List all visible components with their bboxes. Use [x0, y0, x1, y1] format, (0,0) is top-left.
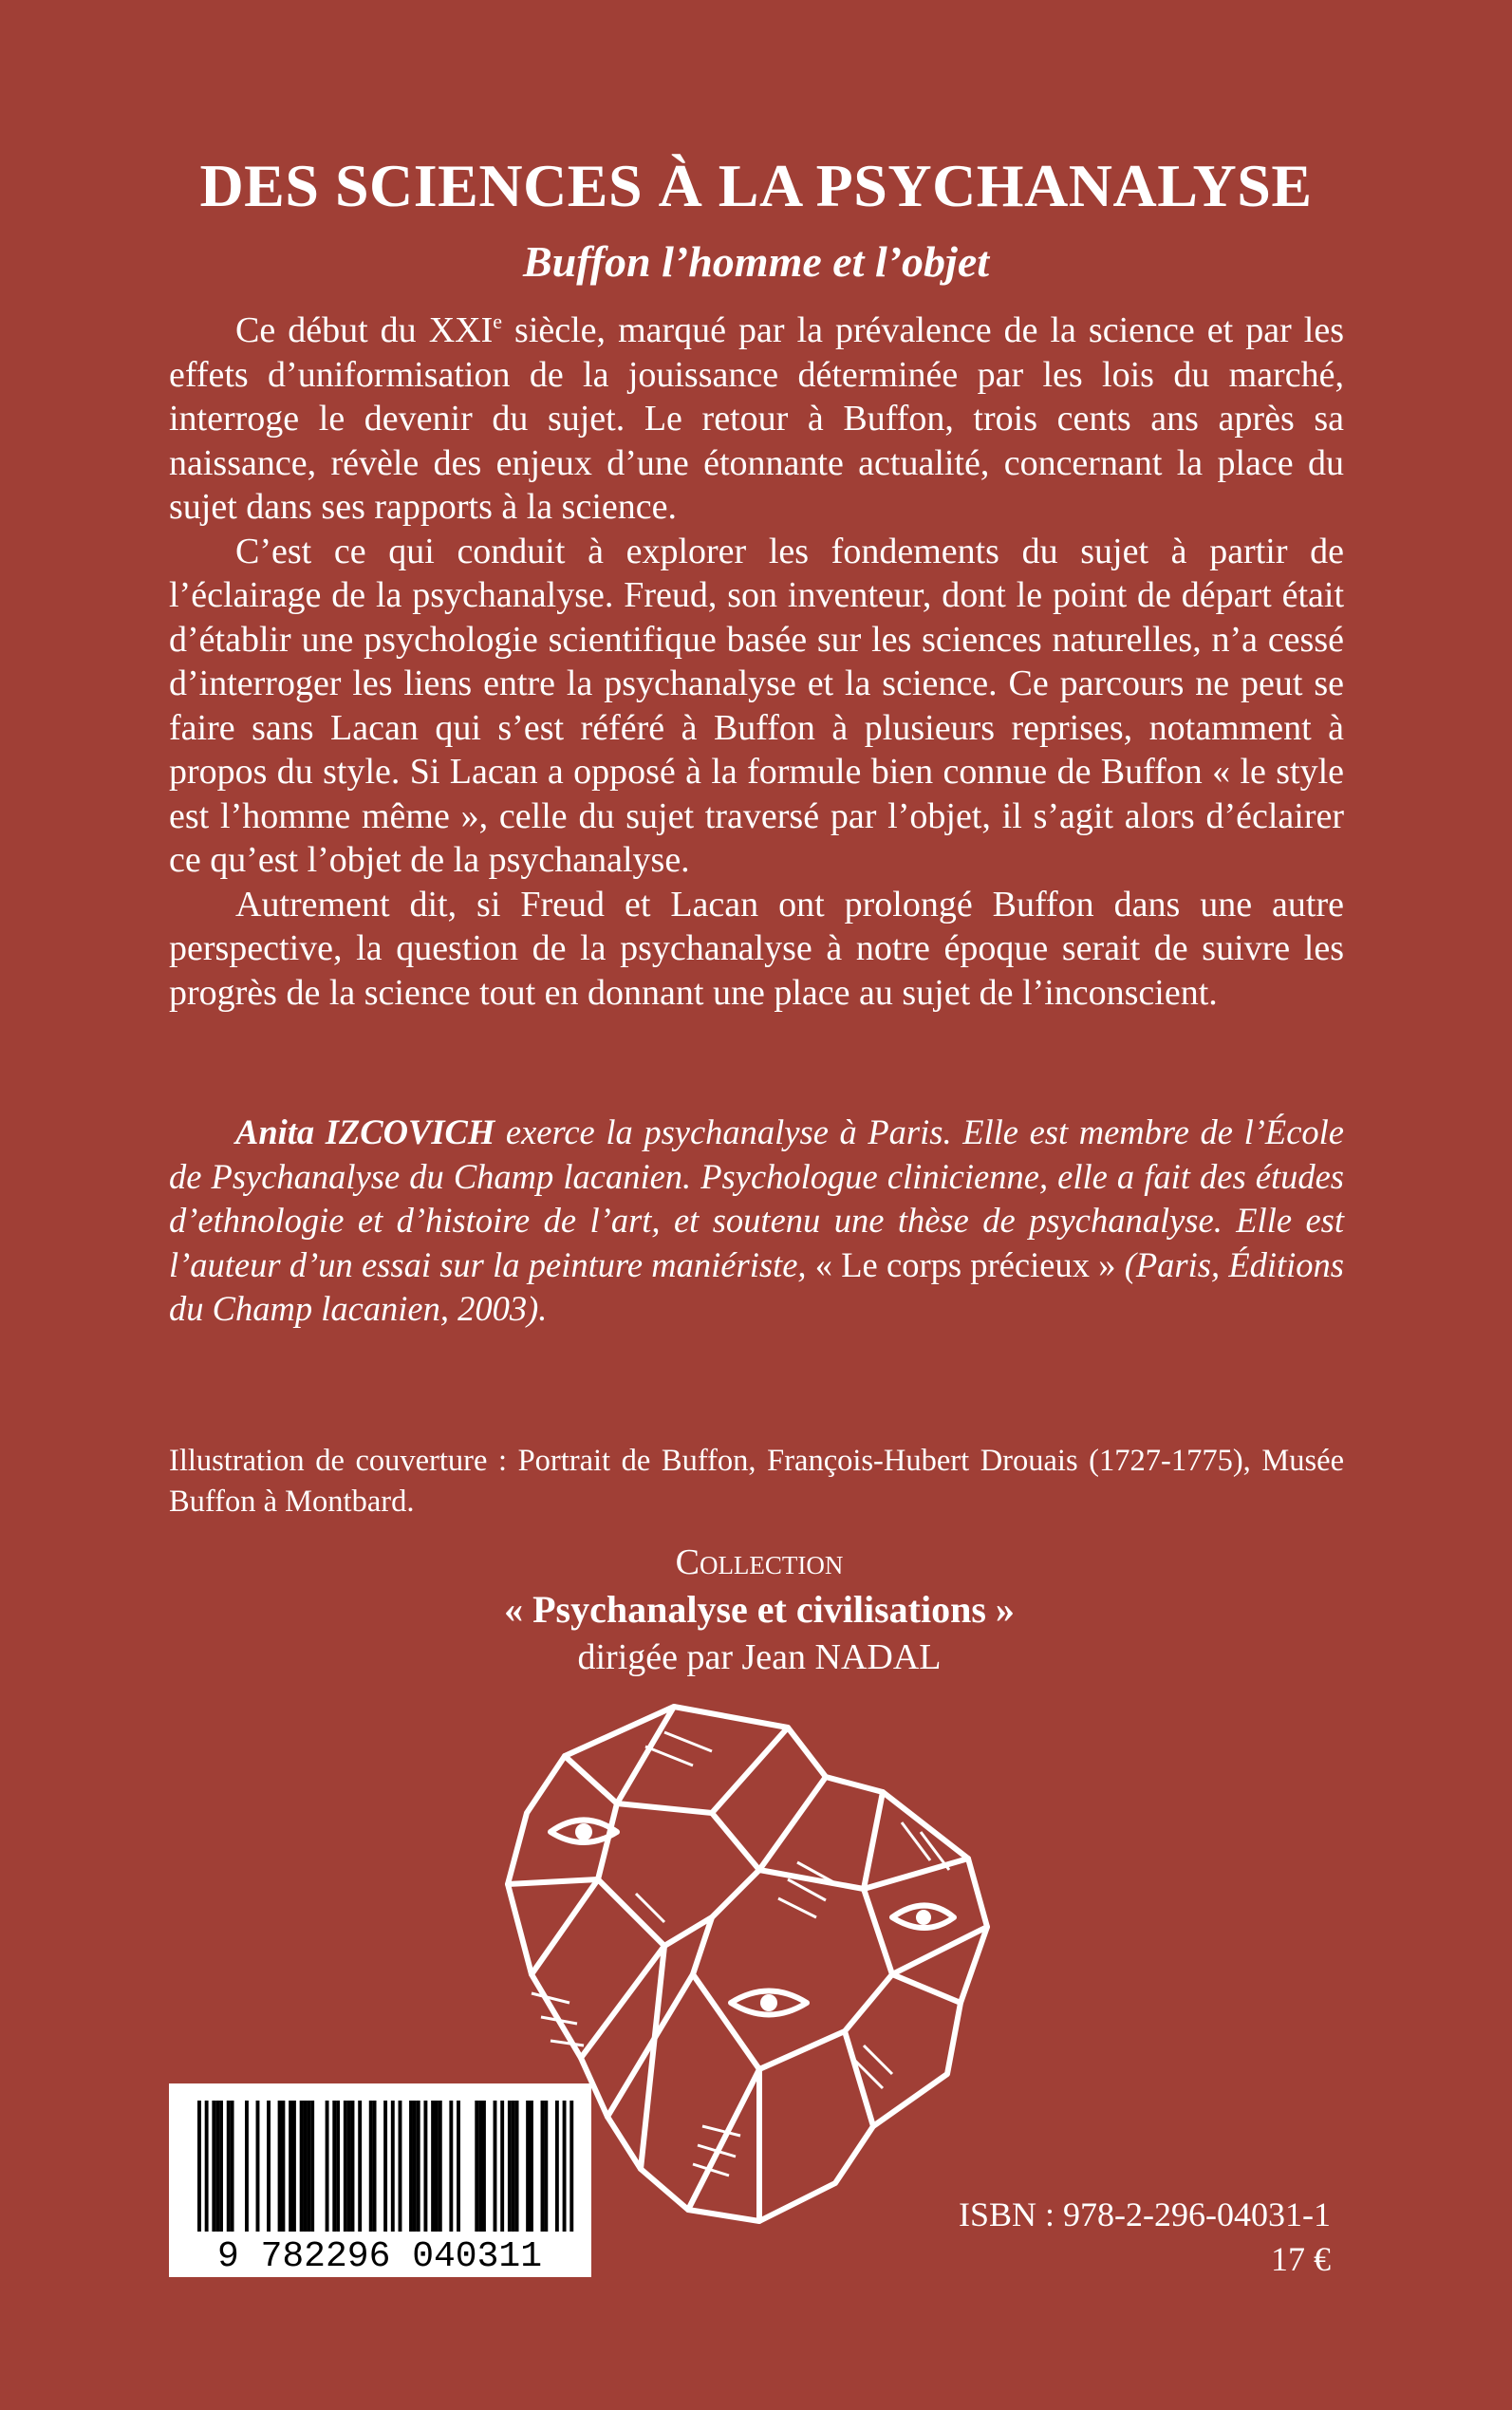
- barcode-bar: [373, 2101, 377, 2232]
- barcode-bar: [205, 2101, 209, 2232]
- barcode-bar: [310, 2101, 314, 2232]
- barcode-bar: [391, 2101, 395, 2232]
- barcode-bar: [292, 2101, 296, 2232]
- barcode-bar: [439, 2101, 442, 2232]
- blurb-paragraph-2: C’est ce qui conduit à explorer les fondements du sujet à partir de l’éclairage de la psychanalyse. Freud, son inventeur, dont le point de départ était d’établir une psychologie scientifique basée sur les sciences naturelles, n’a cessé d’interroger les liens entre la psychanalyse et la science. Ce parcours ne peut se faire sans Lacan qui s’est référé à Buffon à plusieurs reprises, notamment à propos du style. Si Lacan a opposé à la formule bien connue de Buffon « le style est l’homme même », celle du sujet traversé par l’objet, il s’agit alors d’éclairer ce qu’est l’objet de la psychanalyse.: [169, 531, 1344, 880]
- barcode-bar: [457, 2101, 460, 2232]
- price: 17 €: [1271, 2240, 1331, 2278]
- barcode-bar: [526, 2101, 530, 2232]
- author-name: Anita IZCOVICH: [235, 1112, 495, 1151]
- barcode-bar: [197, 2101, 201, 2232]
- barcode-bar: [555, 2101, 559, 2232]
- barcode-bar: [212, 2101, 215, 2232]
- barcode-bar: [449, 2101, 453, 2232]
- barcode-bar: [478, 2101, 482, 2232]
- barcode-bar: [215, 2101, 219, 2232]
- barcode-bar: [281, 2101, 285, 2232]
- barcode-bar: [383, 2101, 387, 2232]
- barcode-bar: [256, 2101, 260, 2232]
- collection-label: Collection: [675, 1542, 844, 1582]
- illustration-credit: Illustration de couverture : Portrait de Buffon, François-Hubert Drouais (1727-1775), Musée Buffon à Montbard.: [169, 1444, 1344, 1519]
- author-bio-text: exerce la psychanalyse à Paris. Elle est membre de l’École de Psychanalyse du Champ lacanien. Psychologue clinicienne, elle a fait des études d’ethnologie et d’histoire de l’art, et soutenu une thèse de psychanalyse. Elle est l’auteur d’un essai sur la peinture maniériste,: [169, 1112, 1344, 1284]
- author-essay-title: « Le corps précieux »: [814, 1244, 1116, 1284]
- barcode-bar: [530, 2101, 533, 2232]
- barcode-bar: [219, 2101, 223, 2232]
- blurb-text: Ce début du XXI: [235, 310, 494, 350]
- barcode-bar: [508, 2101, 512, 2232]
- barcode-bar: [300, 2101, 304, 2232]
- barcode-bar: [541, 2101, 545, 2232]
- barcode-bar: [399, 2101, 402, 2232]
- barcode-bar: [417, 2101, 420, 2232]
- barcode-bar: [431, 2101, 435, 2232]
- book-subtitle: Buffon l’homme et l’objet: [522, 237, 990, 286]
- barcode-bar: [500, 2101, 504, 2232]
- barcode-bar: [227, 2101, 231, 2232]
- barcode-bar: [267, 2101, 271, 2232]
- blurb-text: siècle, marqué par la prévalence de la science et par les effets d’uniformisation de la jouissance déterminée par les lois du marché, interroge le devenir du sujet. Le retour à Buffon, trois cents ans après sa naissance, révèle des enjeux d’une étonnante actualité, concernant la place du sujet dans ses rapports à la science.: [169, 310, 1344, 527]
- barcode-bar: [307, 2101, 310, 2232]
- barcode-bar: [347, 2101, 351, 2232]
- superscript: e: [493, 309, 503, 333]
- collection-director: dirigée par Jean NADAL: [577, 1637, 942, 1677]
- barcode-bar: [569, 2101, 573, 2232]
- book-title: DES SCIENCES À LA PSYCHANALYSE: [199, 152, 1313, 219]
- author-bio-text: (Paris, Éditions du Champ lacanien, 2003).: [169, 1244, 1344, 1328]
- barcode-bar: [245, 2101, 249, 2232]
- barcode-bar: [544, 2101, 548, 2232]
- barcode-bar: [475, 2101, 478, 2232]
- barcode-bar: [332, 2101, 336, 2232]
- barcode-bar: [413, 2101, 417, 2232]
- barcode-bar: [409, 2101, 413, 2232]
- collection-block: [332, 1540, 1186, 1680]
- collection-name: « Psychanalyse et civilisations »: [504, 1588, 1015, 1631]
- barcode-bar: [358, 2101, 362, 2232]
- isbn: ISBN : 978-2-296-04031-1: [959, 2195, 1331, 2233]
- blurb-paragraph-3: Autrement dit, si Freud et Lacan ont prolongé Buffon dans une autre perspective, la question de la psychanalyse à notre époque serait de suivre les progrès de la science tout en donnant une place au sujet de l’inconscient.: [169, 884, 1344, 1013]
- barcode-bar: [423, 2101, 427, 2232]
- author-bio: [169, 1111, 1344, 1332]
- barcode-bar: [231, 2101, 234, 2232]
- barcode-bar: [482, 2101, 486, 2232]
- barcode-bar: [494, 2101, 497, 2232]
- barcode-bar: [278, 2101, 282, 2232]
- barcode-bar: [515, 2101, 519, 2232]
- barcode-digits: 9 782296 040311: [216, 2236, 543, 2277]
- barcode-bar: [369, 2101, 373, 2232]
- barcode-bar: [304, 2101, 308, 2232]
- blurb: [169, 308, 1344, 1015]
- barcode-bar: [344, 2101, 347, 2232]
- blurb-paragraph-1: [169, 308, 1344, 530]
- barcode-bar: [336, 2101, 340, 2232]
- barcode: [169, 2083, 591, 2277]
- barcode-bar: [512, 2101, 515, 2232]
- barcode-bar: [289, 2101, 292, 2232]
- barcode-bar: [435, 2101, 439, 2232]
- barcode-bar: [563, 2101, 567, 2232]
- barcode-bar: [326, 2101, 329, 2232]
- barcode-bar: [351, 2101, 355, 2232]
